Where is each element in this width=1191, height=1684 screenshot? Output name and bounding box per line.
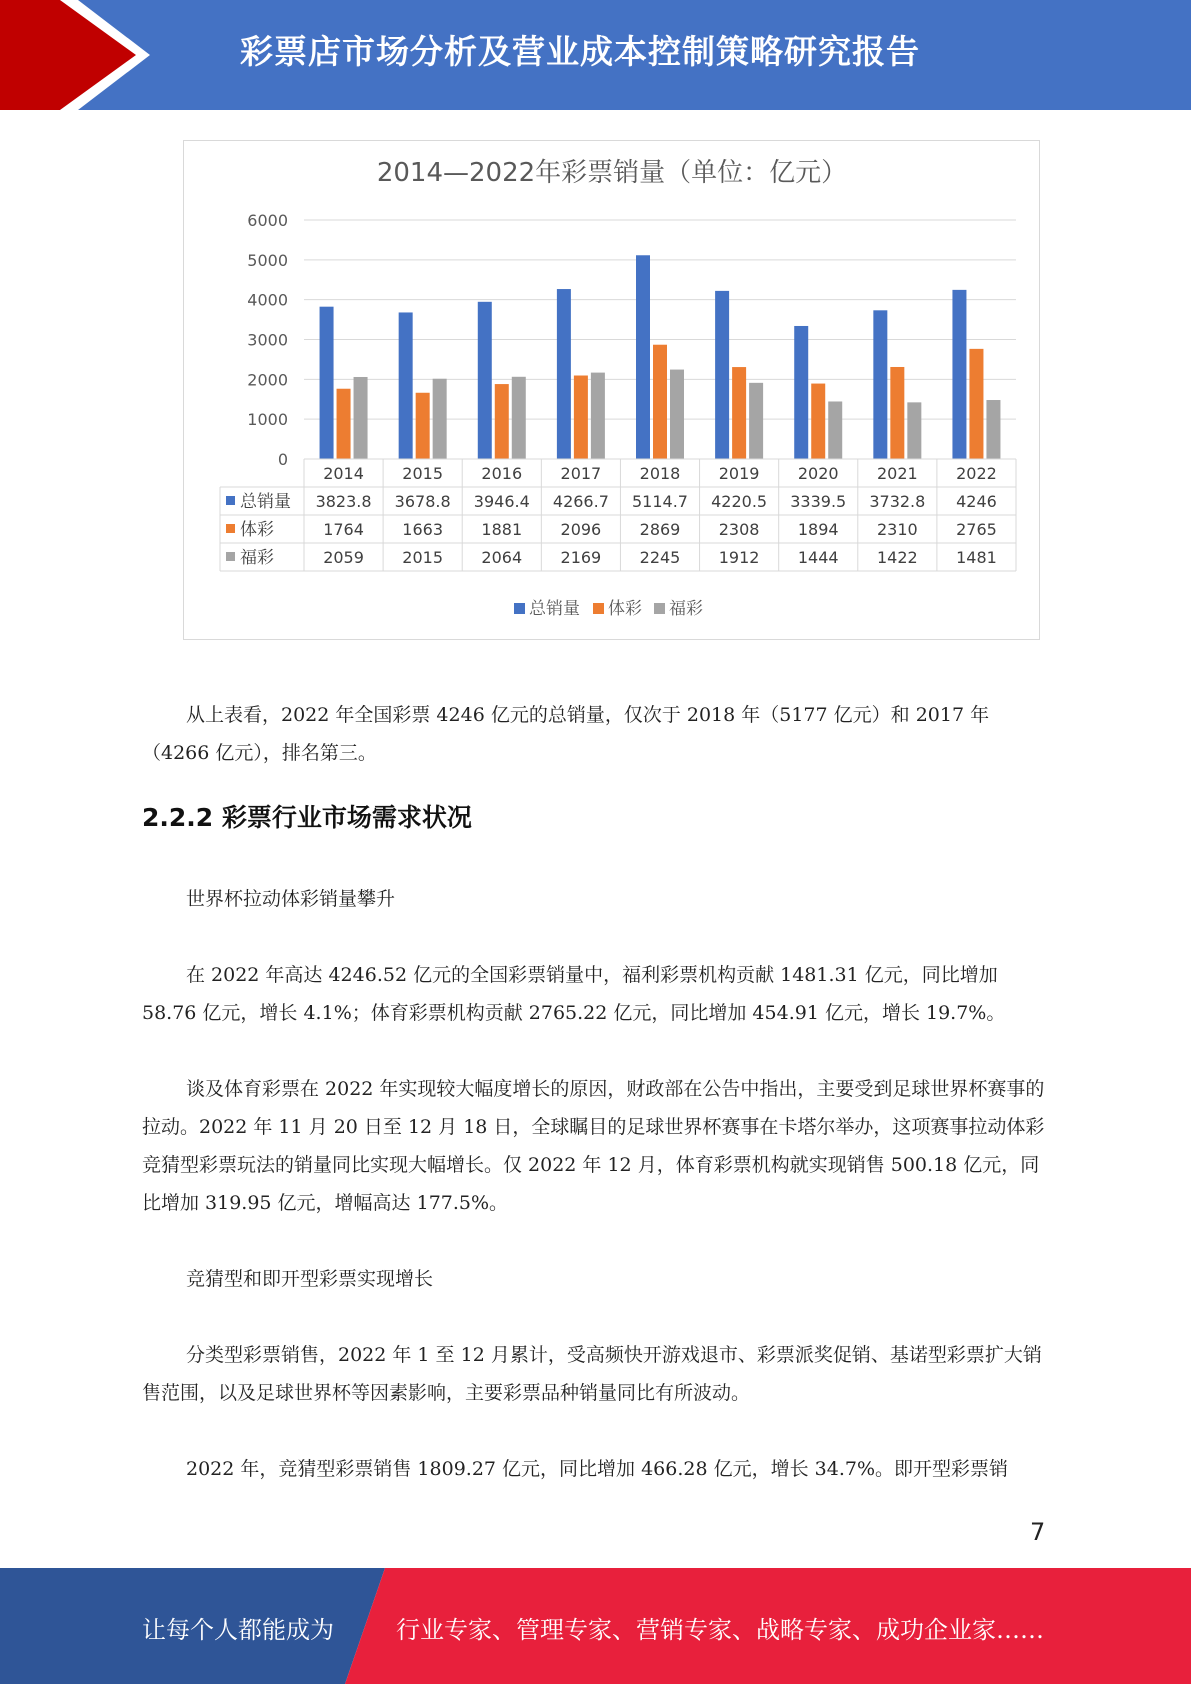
bar-总销量-2019: [715, 291, 729, 459]
bar-福彩-2020: [828, 401, 842, 459]
x-tick-label: 2018: [639, 464, 681, 483]
page-header: [0, 0, 1191, 110]
table-key-福彩: [226, 552, 235, 561]
data-label: 1894: [797, 520, 839, 539]
legend-label: 体彩: [608, 599, 642, 619]
data-label: 2869: [639, 520, 681, 539]
bar-福彩-2015: [433, 379, 447, 459]
paragraph-worldcup-reason: 谈及体育彩票在 2022 年实现较大幅度增长的原因，财政部在公告中指出，主要受到足球世界杯赛事的拉动。2022 年 11 月 20 日至 12 月 18 日，全球瞩目的足球世界杯赛事在卡塔尔举办，这项赛事拉动体彩竞猜型彩票玩法的销量同比实现大幅增长。仅 2022 年 12 月，体育彩票机构就实现销售 500.18 亿元，同比增加 319.95 亿元，增幅高达 177.5%。: [142, 1078, 1045, 1214]
data-label: 3678.8: [394, 492, 451, 511]
table-key-体彩: [226, 524, 235, 533]
bar-总销量-2014: [320, 307, 334, 459]
bar-总销量-2020: [794, 326, 808, 459]
data-label: 3946.4: [473, 492, 530, 511]
header-arrow-accent: [0, 0, 160, 110]
bar-福彩-2022: [986, 400, 1000, 459]
data-label: 3339.5: [790, 492, 847, 511]
x-tick-label: 2014: [323, 464, 364, 483]
bar-体彩-2021: [890, 367, 904, 459]
bar-福彩-2018: [670, 370, 684, 459]
paragraph-quiz-lottery: 2022 年，竞猜型彩票销售 1809.27 亿元，同比增加 466.28 亿元，增长 34.7%。即开型彩票销: [186, 1458, 1009, 1480]
data-label: 1663: [402, 520, 444, 539]
y-tick-label: 4000: [247, 290, 288, 310]
page-footer: [0, 1568, 1191, 1684]
data-label: 2169: [560, 548, 602, 567]
data-label: 2310: [876, 520, 918, 539]
data-label: 4246: [956, 492, 997, 511]
paragraph-summary: 从上表看，2022 年全国彩票 4246 亿元的总销量，仅次于 2018 年（5177 亿元）和 2017 年（4266 亿元），排名第三。: [142, 704, 990, 764]
sales-chart-svg: [184, 141, 1041, 641]
bar-体彩-2015: [416, 393, 430, 459]
table-row-label: 福彩: [240, 548, 274, 568]
bar-福彩-2021: [907, 402, 921, 459]
bar-总销量-2017: [557, 289, 571, 459]
legend-label: 福彩: [669, 599, 703, 619]
bar-总销量-2015: [399, 312, 413, 459]
bar-体彩-2018: [653, 345, 667, 459]
y-tick-label: 2000: [247, 370, 288, 390]
section-heading: 2.2.2 彩票行业市场需求状况: [142, 803, 472, 832]
chart-title: 2014—2022年彩票销量（单位：亿元）: [376, 158, 848, 188]
data-label: 2059: [323, 548, 364, 567]
footer-slogan-right: 行业专家、管理专家、营销专家、战略专家、成功企业家……: [396, 1616, 1044, 1644]
table-row-label: 总销量: [240, 492, 291, 512]
bar-总销量-2022: [952, 290, 966, 459]
data-label: 3732.8: [869, 492, 926, 511]
data-label: 2015: [402, 548, 444, 567]
x-tick-label: 2022: [956, 464, 997, 483]
sales-chart: [183, 140, 1040, 640]
bar-体彩-2016: [495, 384, 509, 459]
data-label: 4220.5: [711, 492, 768, 511]
y-tick-label: 5000: [247, 250, 288, 270]
data-label: 1481: [956, 548, 997, 567]
x-tick-label: 2017: [560, 464, 602, 483]
bar-体彩-2022: [969, 349, 983, 459]
x-tick-label: 2019: [718, 464, 760, 483]
bar-体彩-2017: [574, 376, 588, 459]
report-title: 彩票店市场分析及营业成本控制策略研究报告: [240, 32, 920, 71]
paragraph-subtitle-worldcup: 世界杯拉动体彩销量攀升: [186, 888, 396, 910]
footer-slogan-left: 让每个人都能成为: [142, 1616, 334, 1644]
bar-总销量-2021: [873, 310, 887, 459]
bar-福彩-2014: [354, 377, 368, 459]
data-label: 4266.7: [552, 492, 609, 511]
y-tick-label: 3000: [247, 330, 288, 350]
data-label: 1764: [323, 520, 364, 539]
data-label: 1444: [797, 548, 839, 567]
bar-体彩-2020: [811, 384, 825, 459]
data-label: 2096: [560, 520, 602, 539]
bar-总销量-2018: [636, 255, 650, 459]
legend-label: 总销量: [529, 599, 580, 619]
data-label: 2064: [481, 548, 523, 567]
paragraph-subtitle-categories: 竞猜型和即开型彩票实现增长: [186, 1268, 434, 1290]
x-tick-label: 2015: [402, 464, 444, 483]
bar-体彩-2019: [732, 367, 746, 459]
paragraph-sales-contribution: 在 2022 年高达 4246.52 亿元的全国彩票销量中，福利彩票机构贡献 1481.31 亿元，同比增加 58.76 亿元，增长 4.1%；体育彩票机构贡献 2765.22 亿元，同比增加 454.91 亿元，增长 19.7%。: [142, 964, 1006, 1024]
x-tick-label: 2021: [876, 464, 918, 483]
y-tick-label: 1000: [247, 410, 288, 430]
x-tick-label: 2016: [481, 464, 523, 483]
legend-key-体彩: [593, 603, 604, 614]
table-row-label: 体彩: [240, 520, 274, 540]
bar-福彩-2016: [512, 377, 526, 459]
y-tick-label: 6000: [247, 211, 288, 230]
bar-福彩-2019: [749, 383, 763, 459]
table-key-总销量: [226, 496, 235, 505]
data-label: 2245: [639, 548, 681, 567]
bar-福彩-2017: [591, 373, 605, 459]
data-label: 5114.7: [632, 492, 688, 511]
page-number: 7: [1030, 1518, 1046, 1546]
legend-key-福彩: [654, 603, 665, 614]
y-tick-label: 0: [277, 450, 288, 469]
bar-总销量-2016: [478, 302, 492, 459]
bar-体彩-2014: [337, 389, 351, 459]
data-label: 1912: [718, 548, 760, 567]
paragraph-category-sales: 分类型彩票销售，2022 年 1 至 12 月累计，受高频快开游戏退市、彩票派奖促销、基诺型彩票扩大销售范围，以及足球世界杯等因素影响，主要彩票品种销量同比有所波动。: [142, 1344, 1042, 1404]
x-tick-label: 2020: [797, 464, 839, 483]
data-label: 1422: [876, 548, 918, 567]
data-label: 2308: [718, 520, 760, 539]
data-label: 2765: [956, 520, 997, 539]
data-label: 1881: [481, 520, 523, 539]
data-label: 3823.8: [315, 492, 372, 511]
legend-key-总销量: [514, 603, 525, 614]
